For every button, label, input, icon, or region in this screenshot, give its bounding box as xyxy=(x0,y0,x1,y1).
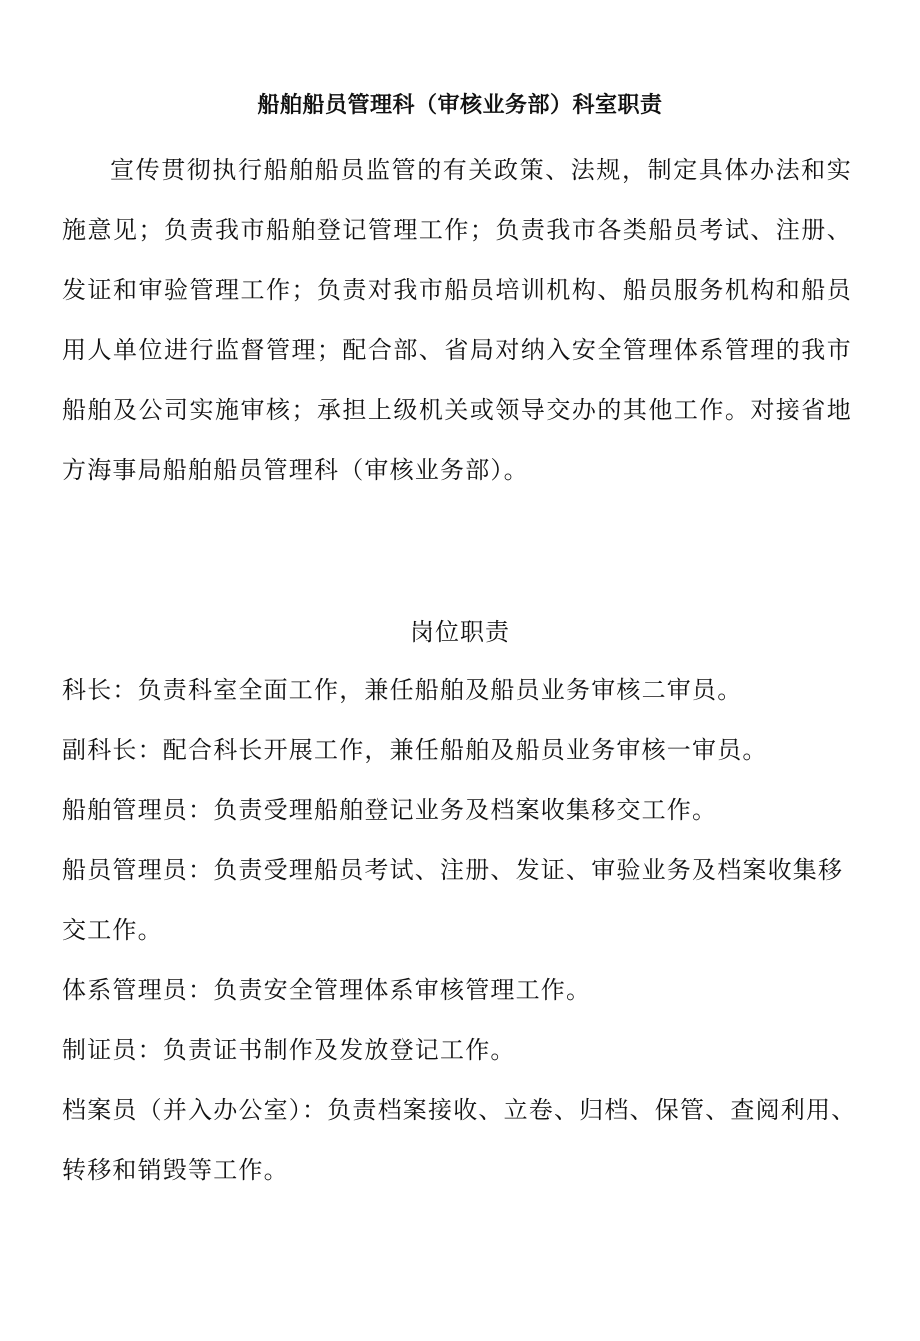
duty-deputy-chief: 副科长：配合科长开展工作，兼任船舶及船员业务审核一审员。 xyxy=(62,736,768,764)
document-title: 船舶船员管理科（审核业务部）科室职责 xyxy=(257,93,663,118)
duty-certificate-clerk: 制证员：负责证书制作及发放登记工作。 xyxy=(62,1036,516,1064)
section-subtitle: 岗位职责 xyxy=(410,618,510,646)
position-duties-list xyxy=(62,660,862,1200)
duty-system-administrator: 体系管理员：负责安全管理体系审核管理工作。 xyxy=(62,976,592,1004)
responsibilities-paragraph: 宣传贯彻执行船舶船员监管的有关政策、法规，制定具体办法和实施意见；负责我市船舶登记管理工作；负责我市各类船员考试、注册、发证和审验管理工作；负责对我市船员培训机构、船员服务机构和船员用人单位进行监督管理；配合部、省局对纳入安全管理体系管理的我市船舶及公司实施审核；承担上级机关或领导交办的其他工作。对接省地方海事局船舶船员管理科（审核业务部）。 xyxy=(62,156,852,484)
duty-archivist: 档案员（并入办公室）：负责档案接收、立卷、归档、保管、查阅利用、转移和销毁等工作。 xyxy=(62,1096,857,1184)
duty-section-chief: 科长：负责科室全面工作，兼任船舶及船员业务审核二审员。 xyxy=(62,676,743,704)
duty-ship-administrator: 船舶管理员：负责受理船舶登记业务及档案收集移交工作。 xyxy=(62,796,718,824)
duty-crew-administrator: 船员管理员：负责受理船员考试、注册、发证、审验业务及档案收集移交工作。 xyxy=(62,856,844,944)
